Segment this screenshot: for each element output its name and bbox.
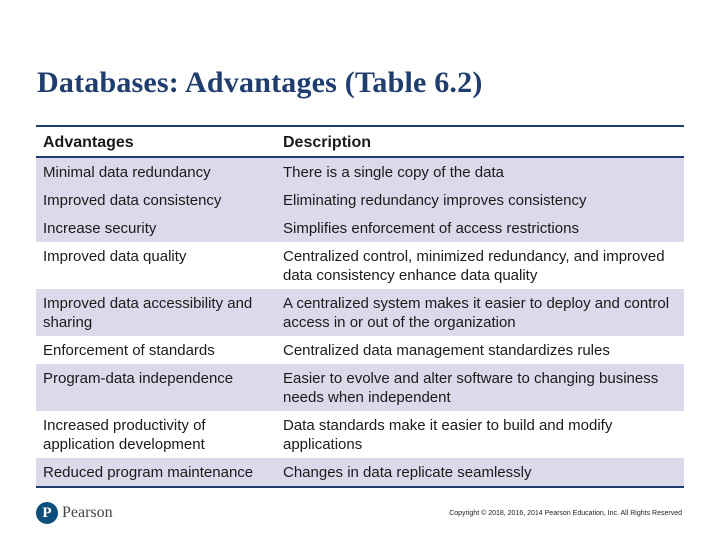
table-row — [36, 157, 684, 186]
advantage-cell: Minimal data redundancy — [36, 157, 276, 186]
table-row — [36, 242, 684, 289]
advantage-cell: Improved data quality — [43, 248, 187, 265]
table-row — [36, 364, 684, 411]
table-row — [36, 214, 684, 242]
advantage-cell: Enforcement of standards — [43, 342, 215, 359]
table-header-row — [36, 126, 684, 157]
advantage-cell: Program-data independence — [36, 364, 276, 411]
table-row — [36, 458, 684, 487]
pearson-logo-text: Pearson — [62, 504, 113, 521]
copyright-notice: Copyright © 2018, 2016, 2014 Pearson Education, Inc. All Rights Reserved — [449, 510, 682, 517]
table-row — [36, 411, 684, 458]
description-cell: Centralized data management standardizes rules — [283, 342, 610, 359]
description-cell: Changes in data replicate seamlessly — [276, 458, 684, 487]
pearson-logo-icon: P — [36, 502, 58, 524]
table-row — [36, 289, 684, 336]
description-cell: A centralized system makes it easier to deploy and control access in or out of the organization — [276, 289, 684, 336]
advantages-table — [36, 125, 684, 488]
description-cell: Eliminating redundancy improves consistency — [276, 186, 684, 214]
description-cell: Data standards make it easier to build and modify applications — [283, 417, 613, 453]
column-header-description: Description — [276, 126, 684, 157]
page-title: Databases: Advantages (Table 6.2) — [37, 66, 483, 99]
advantage-cell: Improved data accessibility and sharing — [36, 289, 276, 336]
advantage-cell: Increased productivity of application development — [43, 417, 206, 453]
advantage-cell: Reduced program maintenance — [36, 458, 276, 487]
pearson-logo — [36, 502, 113, 524]
table-row — [36, 336, 684, 364]
description-cell: Easier to evolve and alter software to changing business needs when independent — [276, 364, 684, 411]
column-header-advantages: Advantages — [36, 126, 276, 157]
table-row — [36, 186, 684, 214]
advantage-cell: Improved data consistency — [36, 186, 276, 214]
advantage-cell: Increase security — [36, 214, 276, 242]
description-cell: Centralized control, minimized redundancy, and improved data consistency enhance data quality — [283, 248, 665, 284]
description-cell: There is a single copy of the data — [276, 157, 684, 186]
description-cell: Simplifies enforcement of access restrictions — [276, 214, 684, 242]
